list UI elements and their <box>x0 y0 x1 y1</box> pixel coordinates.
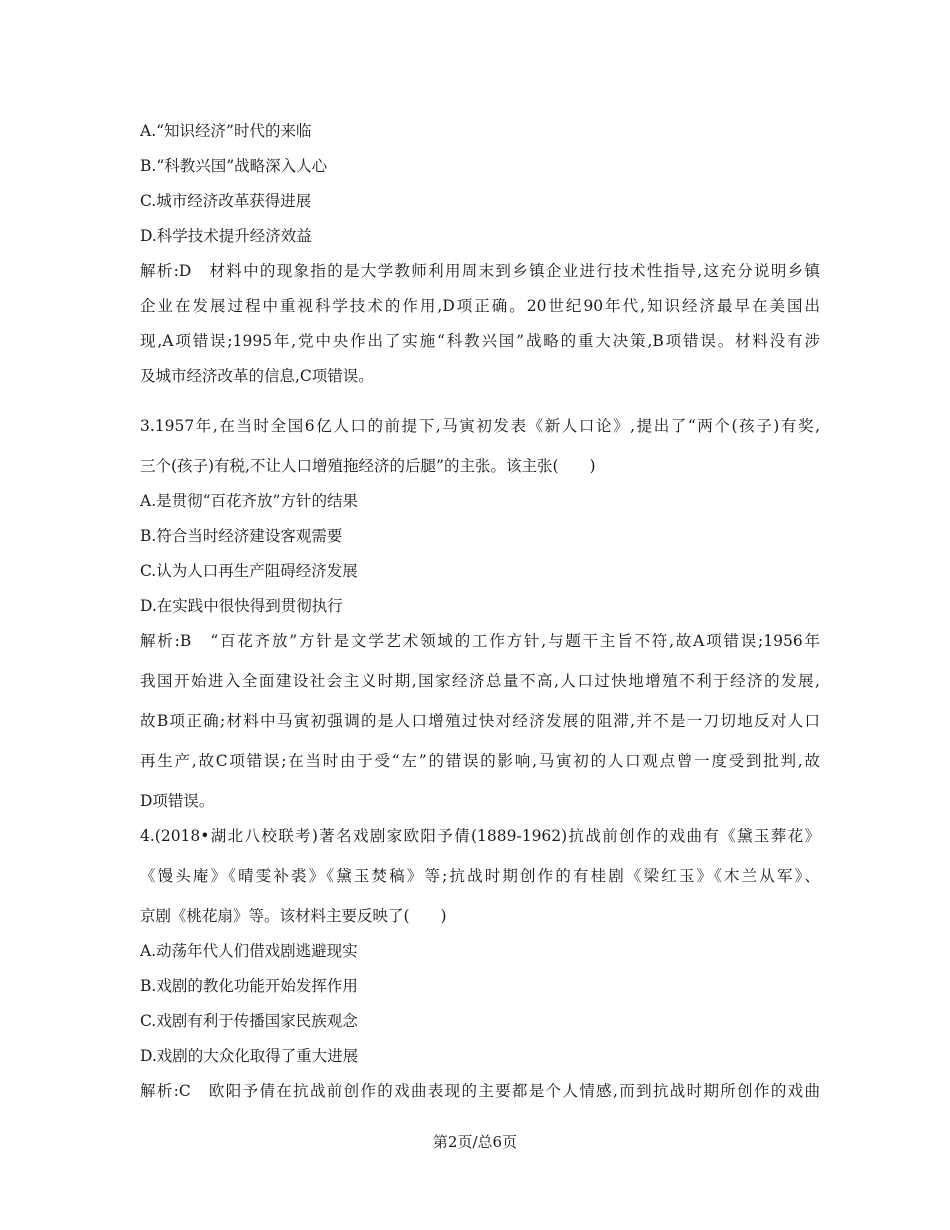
q2-option-b: B.“科教兴国”战略深入人心 <box>140 157 328 175</box>
q2-analysis-line: 企业在发展过程中重视科学技术的作用,D项正确。20世纪90年代,知识经济最早在美国出 <box>140 297 820 315</box>
q3-analysis-line: 解析:B “百花齐放”方针是文学艺术领域的工作方针,与题干主旨不符,故A项错误;1956年 <box>140 632 820 650</box>
q4-option-d: D.戏剧的大众化取得了重大进展 <box>140 1047 359 1065</box>
q3-stem-line: 三个(孩子)有税,不让人口增殖拖经济的后腿”的主张。该主张( ) <box>140 457 596 475</box>
page-number: 第2页/总6页 <box>432 1133 518 1151</box>
q3-analysis-line: 故B项正确;材料中马寅初强调的是人口增殖过快对经济发展的阻滞,并不是一刀切地反对人口 <box>140 712 820 730</box>
q2-option-c: C.城市经济改革获得进展 <box>140 192 312 210</box>
q4-stem-line: 4.(2018•湖北八校联考)著名戏剧家欧阳予倩(1889-1962)抗战前创作的戏曲有《黛玉葬花》 <box>140 827 820 845</box>
q4-stem-line: 《馒头庵》《晴雯补裘》《黛玉焚稿》等;抗战时期创作的有桂剧《梁红玉》《木兰从军》、 <box>140 867 820 885</box>
q2-option-a: A.“知识经济”时代的来临 <box>140 122 312 140</box>
q4-option-c: C.戏剧有利于传播国家民族观念 <box>140 1012 358 1030</box>
q4-analysis-line: 解析:C 欧阳予倩在抗战前创作的戏曲表现的主要都是个人情感,而到抗战时期所创作的戏曲 <box>140 1082 820 1100</box>
q3-analysis-line: 我国开始进入全面建设社会主义时期,国家经济总量不高,人口过快地增殖不利于经济的发展, <box>140 672 820 690</box>
q2-option-d: D.科学技术提升经济效益 <box>140 227 312 245</box>
q3-option-d: D.在实践中很快得到贯彻执行 <box>140 597 343 615</box>
q3-analysis-line: 再生产,故C项错误;在当时由于受“左”的错误的影响,马寅初的人口观点曾一度受到批判,故 <box>140 752 820 770</box>
q3-analysis-line: D项错误。 <box>140 792 215 810</box>
q4-option-b: B.戏剧的教化功能开始发挥作用 <box>140 977 358 995</box>
q3-option-a: A.是贯彻“百花齐放”方针的结果 <box>140 492 358 510</box>
q3-stem-line: 3.1957年,在当时全国6亿人口的前提下,马寅初发表《新人口论》,提出了“两个(孩子)有奖, <box>140 417 820 435</box>
q4-option-a: A.动荡年代人们借戏剧逃避现实 <box>140 942 358 960</box>
q3-option-b: B.符合当时经济建设客观需要 <box>140 527 343 545</box>
q2-analysis-line: 及城市经济改革的信息,C项错误。 <box>140 367 374 385</box>
q2-analysis-line: 现,A项错误;1995年,党中央作出了实施“科教兴国”战略的重大决策,B项错误。材料没有涉 <box>140 332 820 350</box>
q4-stem-line: 京剧《桃花扇》等。该材料主要反映了( ) <box>140 907 447 925</box>
q3-option-c: C.认为人口再生产阻碍经济发展 <box>140 562 358 580</box>
q2-analysis-line: 解析:D 材料中的现象指的是大学教师利用周末到乡镇企业进行技术性指导,这充分说明乡镇 <box>140 262 820 280</box>
